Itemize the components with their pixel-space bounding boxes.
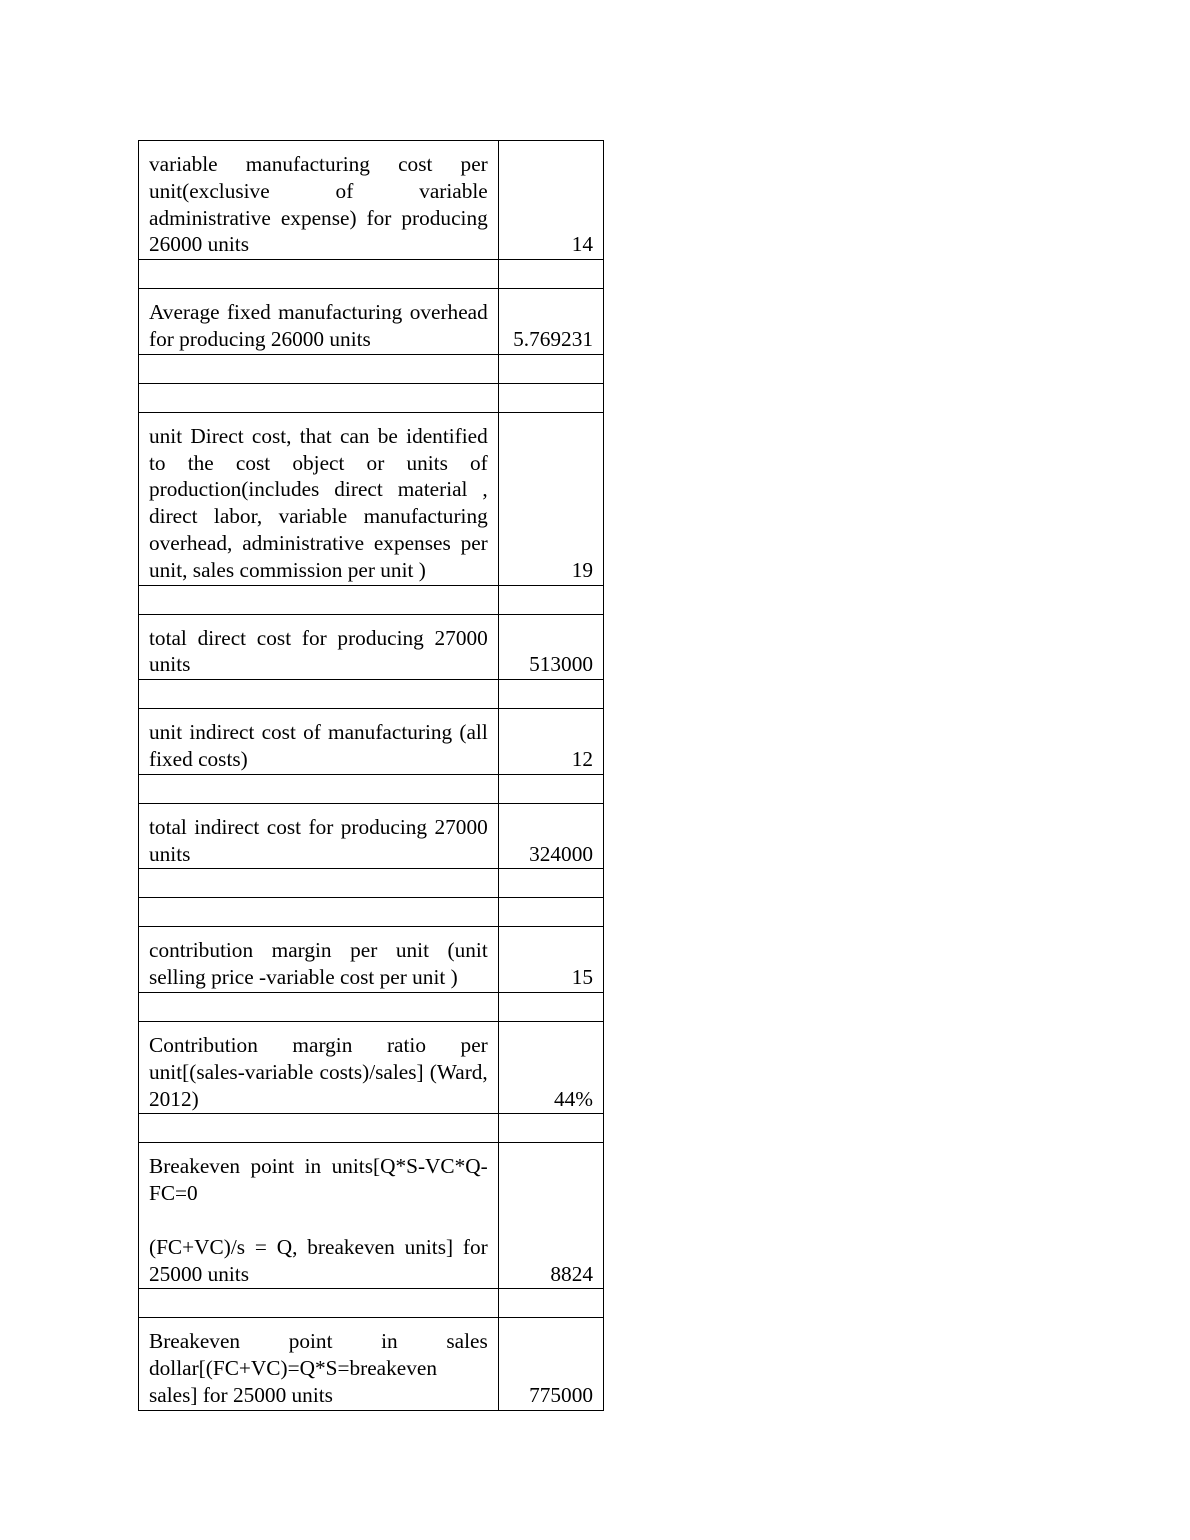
spacer-row — [139, 1114, 604, 1143]
row-label: Average fixed manufacturing overhead for producing 26000 units — [139, 289, 499, 355]
row-label-line: (FC+VC)/s = Q, breakeven units] for 25000 units — [149, 1234, 488, 1286]
row-value: 324000 — [498, 803, 603, 869]
table-row — [139, 1143, 604, 1289]
spacer-row — [139, 680, 604, 709]
row-label: Contribution margin ratio per unit[(sales-variable costs)/sales] (Ward, 2012) — [139, 1021, 499, 1113]
spacer-row — [139, 354, 604, 383]
row-value: 19 — [498, 412, 603, 585]
row-value: 513000 — [498, 614, 603, 680]
table-row — [139, 803, 604, 869]
spacer-row — [139, 774, 604, 803]
row-value: 5.769231 — [498, 289, 603, 355]
table-row — [139, 289, 604, 355]
spacer-row — [139, 383, 604, 412]
table-row — [139, 412, 604, 585]
table-row — [139, 927, 604, 993]
row-value: 775000 — [498, 1318, 603, 1410]
spacer-row — [139, 1289, 604, 1318]
row-label: total indirect cost for producing 27000 units — [139, 803, 499, 869]
cost-analysis-table — [138, 140, 604, 1411]
spacer-row — [139, 992, 604, 1021]
table-row — [139, 1318, 604, 1410]
row-label: variable manufacturing cost per unit(exclusive of variable administrative expense) for producing 26000 units — [139, 141, 499, 260]
row-label: contribution margin per unit (unit selling price -variable cost per unit ) — [139, 927, 499, 993]
row-value: 12 — [498, 709, 603, 775]
row-value: 14 — [498, 141, 603, 260]
row-value: 15 — [498, 927, 603, 993]
row-value: 44% — [498, 1021, 603, 1113]
row-label: Breakeven point in sales dollar[(FC+VC)=Q*S=breakeven sales] for 25000 units — [139, 1318, 499, 1410]
table-row — [139, 709, 604, 775]
spacer-row — [139, 869, 604, 898]
row-label: unit Direct cost, that can be identified to the cost object or units of production(includes direct material , direct labor, variable manufacturing overhead, administrative expenses per unit, sales commission per unit ) — [139, 412, 499, 585]
spacer-row — [139, 260, 604, 289]
row-value: 8824 — [498, 1143, 603, 1289]
spacer-row — [139, 898, 604, 927]
table-row — [139, 614, 604, 680]
row-label: total direct cost for producing 27000 units — [139, 614, 499, 680]
row-label: unit indirect cost of manufacturing (all fixed costs) — [139, 709, 499, 775]
row-label-line: Breakeven point in units[Q*S-VC*Q-FC=0 — [149, 1154, 488, 1206]
spacer-row — [139, 585, 604, 614]
table-row — [139, 141, 604, 260]
blank-line — [149, 1207, 488, 1234]
table-row — [139, 1021, 604, 1113]
row-label — [139, 1143, 499, 1289]
